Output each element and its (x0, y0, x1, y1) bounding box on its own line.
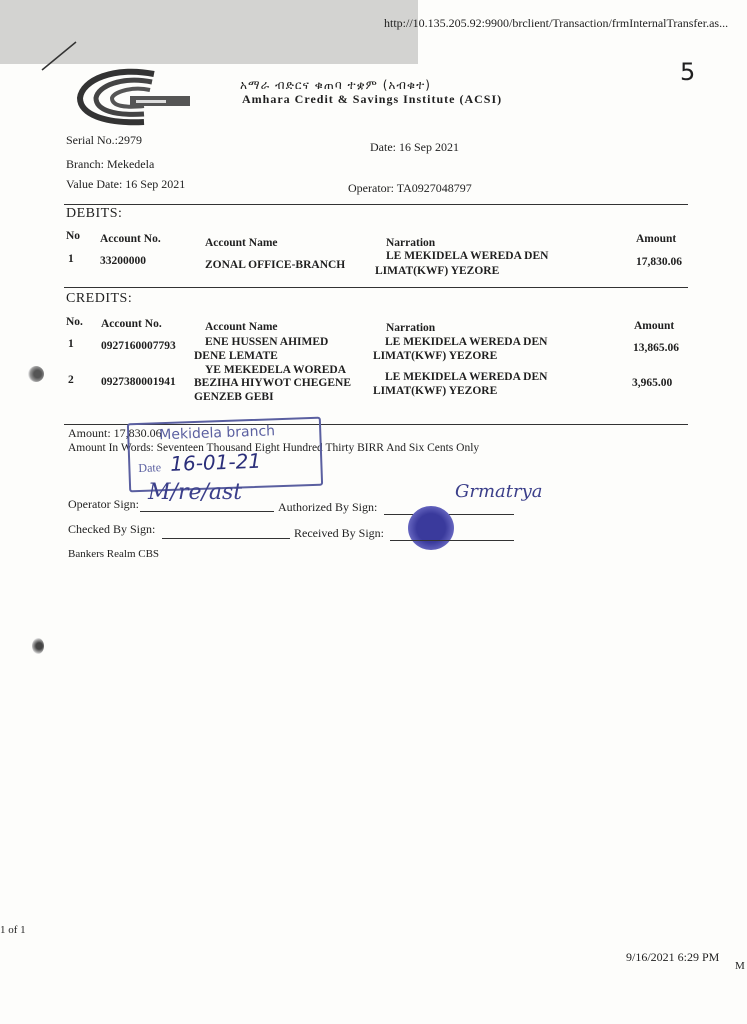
stamp-date-label: Date (138, 460, 162, 476)
credit-row-2-narration-line1: LE MEKIDELA WEREDA DEN (385, 371, 548, 383)
credit-row-2-amount: 3,965.00 (632, 377, 673, 389)
page-url: http://10.135.205.92:9900/brclient/Transaction/frmInternalTransfer.as... (384, 16, 729, 30)
debits-col-narration: Narration (386, 237, 436, 249)
operator-id: Operator: TA0927048797 (348, 181, 472, 195)
divider (64, 204, 688, 205)
credit-row-2-account-no: 0927380001941 (101, 376, 176, 388)
value-date: Value Date: 16 Sep 2021 (66, 177, 186, 191)
debits-col-account-no: Account No. (100, 233, 161, 245)
credit-row-1-account-name-line1: ENE HUSSEN AHIMED (205, 336, 329, 348)
handwritten-page-number: 5 (680, 58, 696, 86)
institution-name-amharic: አማራ ብድርና ቁጠባ ተቋም (አብቁተ) (240, 78, 431, 92)
checked-by-line (162, 538, 290, 539)
edge-letter: M (735, 960, 745, 972)
credit-row-2-no: 2 (68, 374, 74, 386)
debit-row-account-no: 33200000 (100, 255, 146, 267)
divider (64, 287, 688, 288)
credit-row-1-narration-line1: LE MEKIDELA WEREDA DEN (385, 336, 548, 348)
credit-row-2-account-name-line0: YE MEKEDELA WOREDA (205, 364, 347, 376)
stamp-title: Mekidela branch (159, 423, 276, 444)
debits-col-amount: Amount (636, 233, 677, 245)
credit-row-2-account-name-line1: BEZIHA HIYWOT CHEGENE (194, 377, 351, 389)
credit-row-2-account-name-line2: GENZEB GEBI (194, 391, 274, 403)
branch-name: Branch: Mekedela (66, 157, 155, 171)
serial-number: Serial No.:2979 (66, 133, 142, 147)
credits-col-no: No. (66, 316, 83, 328)
debit-row-amount: 17,830.06 (636, 256, 682, 268)
debits-col-no: No (66, 230, 81, 242)
system-name: Bankers Realm CBS (68, 548, 160, 560)
received-by-line (390, 540, 514, 541)
stamp-handwritten-date: 16-01-21 (169, 448, 262, 476)
authorized-by-label: Authorized By Sign: (278, 500, 378, 514)
page-count: 1 of 1 (0, 924, 26, 936)
punch-hole-icon (28, 366, 44, 382)
credit-row-1-account-name-line2: DENE LEMATE (194, 350, 278, 362)
printed-timestamp: 9/16/2021 6:29 PM (626, 950, 720, 964)
total-amount: Amount: 17,830.06 (68, 426, 162, 440)
debit-row-no: 1 (68, 253, 74, 265)
ink-blot (408, 506, 454, 550)
debits-title: DEBITS: (66, 206, 123, 221)
operator-sign-label: Operator Sign: (68, 497, 139, 511)
credit-row-1-account-no: 0927160007793 (101, 340, 176, 352)
authorized-signature: Grmatrya (455, 481, 543, 502)
credits-col-narration: Narration (386, 322, 436, 334)
credit-row-2-narration-line2: LIMAT(KWF) YEZORE (373, 385, 498, 397)
credits-title: CREDITS: (66, 291, 133, 306)
institution-name-english: Amhara Credit & Savings Institute (ACSI) (242, 92, 503, 106)
credit-row-1-no: 1 (68, 338, 74, 350)
debit-row-narration-line2: LIMAT(KWF) YEZORE (375, 265, 500, 277)
document-date: Date: 16 Sep 2021 (370, 140, 459, 154)
credit-row-1-narration-line2: LIMAT(KWF) YEZORE (373, 350, 498, 362)
credits-col-account-name: Account Name (205, 321, 278, 333)
amount-in-words: Amount In Words: Seventeen Thousand Eight Hundred Thirty BIRR And Six Cents Only (68, 442, 480, 454)
debits-col-account-name: Account Name (205, 237, 278, 249)
debit-row-account-name: ZONAL OFFICE-BRANCH (205, 259, 346, 271)
punch-hole-icon (32, 638, 44, 654)
operator-signature: M/re/ast (148, 480, 243, 505)
checked-by-label: Checked By Sign: (68, 522, 156, 536)
credits-col-amount: Amount (634, 320, 675, 332)
operator-sign-line (140, 511, 274, 512)
received-by-label: Received By Sign: (294, 526, 384, 540)
credits-col-account-no: Account No. (101, 318, 162, 330)
debit-row-narration-line1: LE MEKIDELA WEREDA DEN (386, 250, 549, 262)
credit-row-1-amount: 13,865.06 (633, 342, 679, 354)
acsi-logo-icon (74, 66, 194, 128)
